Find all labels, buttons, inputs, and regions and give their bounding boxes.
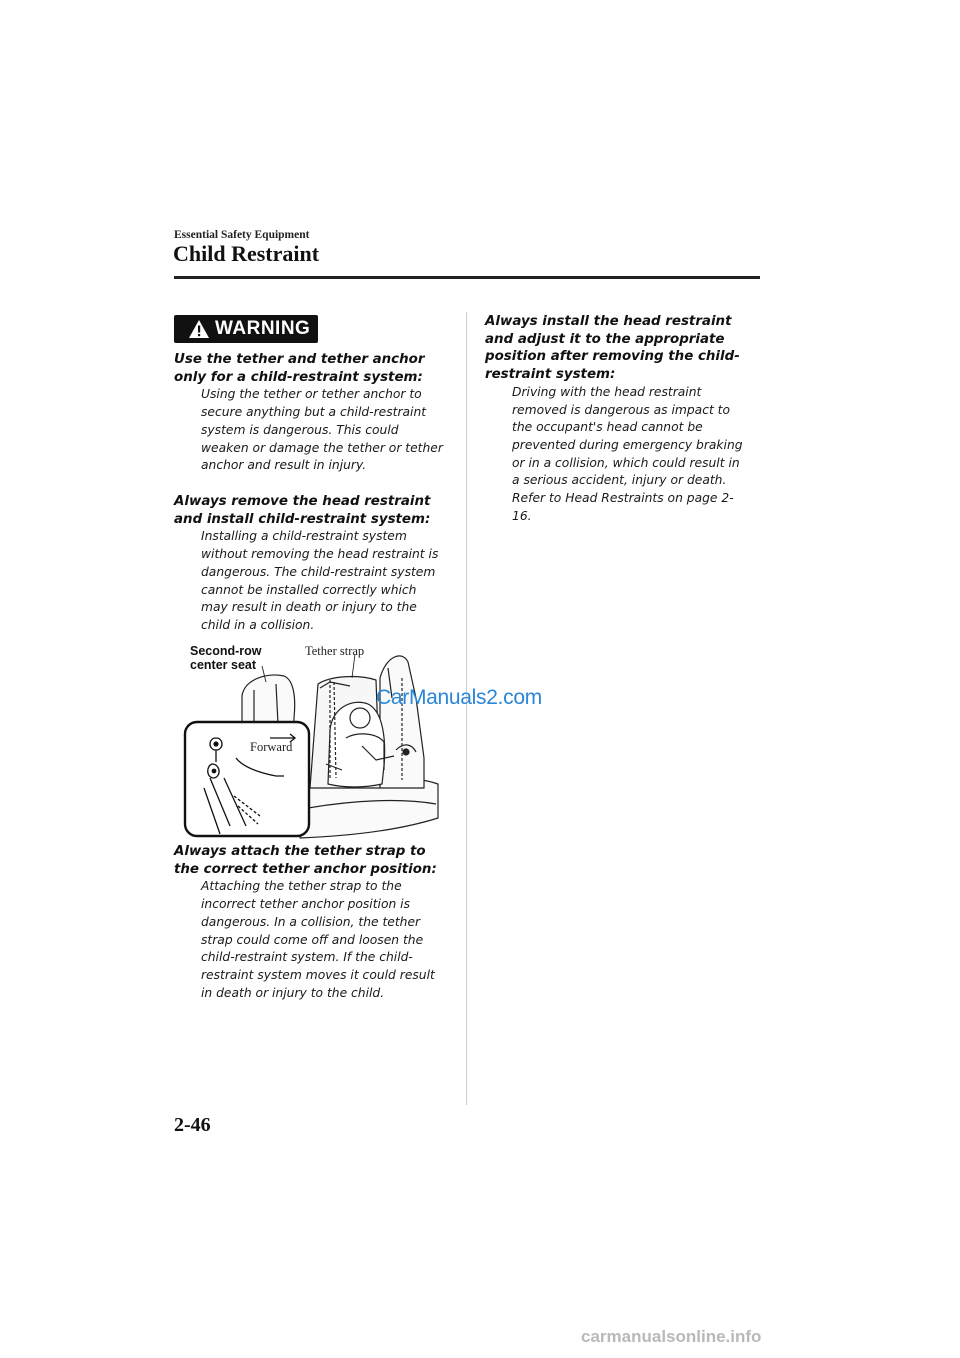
warning-badge	[174, 315, 318, 343]
warning-item-tether-position	[174, 843, 446, 1002]
figure-label-tether-strap: Tether strap	[305, 644, 365, 658]
warning-triangle-icon	[188, 319, 210, 339]
section-label: Essential Safety Equipment	[174, 229, 310, 241]
warning-item-body: Driving with the head restraint removed is dangerous as impact to the occupant's head cannot be prevented during emergency braking or in a collision, which could result in a serious accident, injury or death.	[512, 384, 743, 488]
warning-item-head-restraint-remove	[174, 493, 446, 635]
figure-label-seat: Second-row center seat	[190, 644, 262, 672]
warning-item-body: Attaching the tether strap to the incorrect tether anchor position is dangerous. In a collision, the tether strap could come off and loosen the child-restraint system. If the child-restraint system moves it could result in death or injury to the child.	[201, 879, 435, 1000]
title-rule	[174, 276, 760, 279]
warning-item-tether-use	[174, 351, 446, 475]
watermark-text: CarManuals2.com	[376, 686, 542, 709]
page-number: 2-46	[174, 1114, 211, 1136]
warning-item-heading: Always attach the tether strap to the correct tether anchor position:	[174, 844, 437, 877]
warning-item-head-restraint-install	[485, 313, 749, 525]
warning-item-heading: Always remove the head restraint and install child-restraint system:	[174, 494, 431, 527]
figure-label-forward: Forward	[250, 740, 293, 754]
warning-item-heading: Always install the head restraint and adjust it to the appropriate position after removing the child-restraint system:	[485, 314, 740, 383]
page-title: Child Restraint	[173, 241, 320, 266]
page-reference: Refer to Head Restraints on page 2-16.	[512, 491, 734, 523]
warning-item-body: Installing a child-restraint system without removing the head restraint is dangerous. The child-restraint system cannot be installed correctly which may result in death or injury to the child in a collision.	[201, 529, 439, 632]
footer-site-link[interactable]: carmanualsonline.info	[581, 1327, 762, 1346]
warning-item-body: Using the tether or tether anchor to secure anything but a child-restraint system is dangerous. This could weaken or damage the tether or tether anchor and result in injury.	[201, 387, 443, 473]
tether-strap-figure	[180, 638, 442, 840]
warning-label: WARNING	[215, 318, 311, 339]
warning-item-heading: Use the tether and tether anchor only for a child-restraint system:	[174, 352, 425, 385]
